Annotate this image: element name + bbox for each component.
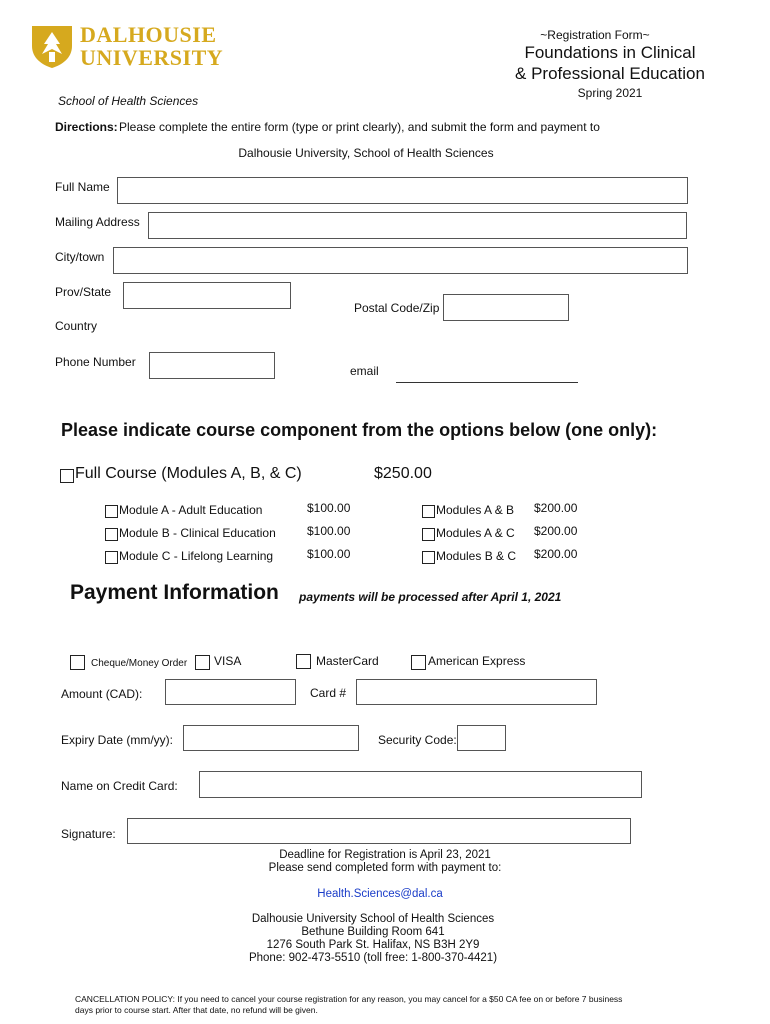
dalhousie-crest-logo [30, 24, 74, 70]
prov-label: Prov/State [55, 285, 112, 299]
mailing-address-label: Mailing Address [55, 215, 140, 229]
city-field[interactable] [113, 247, 688, 274]
module-a-label: Module A - Adult Education [119, 503, 263, 517]
modules-ab-checkbox[interactable] [422, 505, 435, 518]
module-c-checkbox[interactable] [105, 551, 118, 564]
address-line1: Dalhousie University School of Health Sciences [251, 913, 495, 925]
cheque-label: Cheque/Money Order [91, 658, 188, 669]
phone-label: Phone Number [55, 355, 136, 369]
module-a-price: $100.00 [307, 501, 351, 515]
modules-ab-label: Modules A & B [436, 503, 515, 517]
module-b-label: Module B - Clinical Education [119, 526, 276, 540]
visa-label: VISA [214, 654, 242, 668]
directions-text: Please complete the entire form (type or print clearly), and submit the form and payment to [119, 120, 600, 134]
full-name-field[interactable] [117, 177, 688, 204]
send-text: Please send completed form with payment to: [268, 862, 502, 874]
expiry-label: Expiry Date (mm/yy): [61, 733, 174, 747]
deadline-text: Deadline for Registration is April 23, 2021 [279, 849, 491, 861]
modules-ab-price: $200.00 [534, 501, 578, 515]
name-on-card-label: Name on Credit Card: [61, 779, 178, 793]
signature-label: Signature: [61, 827, 116, 841]
contact-email-link[interactable]: Health.Sciences@dal.ca [317, 888, 443, 900]
security-code-field[interactable] [457, 725, 506, 751]
payment-note: payments will be processed after April 1, 2021 [299, 590, 562, 604]
amount-label: Amount (CAD): [61, 687, 143, 701]
term: Spring 2021 [577, 86, 643, 100]
country-label: Country [55, 319, 98, 333]
postal-field[interactable] [443, 294, 569, 321]
address-line3: 1276 South Park St. Halifax, NS B3H 2Y9 [266, 939, 480, 951]
email-line-field[interactable] [396, 382, 578, 383]
security-label: Security Code: [378, 733, 457, 747]
amex-label: American Express [428, 654, 526, 668]
card-number-field[interactable] [356, 679, 597, 705]
email-label: email [350, 364, 379, 378]
amount-field[interactable] [165, 679, 296, 705]
modules-bc-label: Modules B & C [436, 549, 517, 563]
course-title-line1: Foundations in Clinical [524, 43, 696, 62]
modules-ac-checkbox[interactable] [422, 528, 435, 541]
modules-ac-price: $200.00 [534, 524, 578, 538]
cheque-checkbox[interactable] [70, 655, 85, 670]
payment-heading: Payment Information [70, 581, 279, 604]
visa-checkbox[interactable] [195, 655, 210, 670]
full-course-label: Full Course (Modules A, B, & C) [75, 465, 302, 482]
directions-label: Directions: [55, 120, 118, 134]
university-name-line2: UNIVERSITY [80, 45, 224, 70]
directions-line2: Dalhousie University, School of Health Sciences [238, 146, 494, 160]
signature-field[interactable] [127, 818, 631, 844]
expiry-field[interactable] [183, 725, 359, 751]
modules-ac-label: Modules A & C [436, 526, 515, 540]
full-course-checkbox[interactable] [60, 469, 74, 483]
school-name: School of Health Sciences [58, 94, 199, 108]
phone-text: Phone: 902-473-5510 (toll free: 1-800-370-4421) [248, 952, 498, 964]
city-label: City/town [55, 250, 105, 264]
course-heading: Please indicate course component from the options below (one only): [61, 420, 658, 440]
cancellation-policy-line2: days prior to course start. After that date, no refund will be given. [75, 1005, 318, 1015]
form-tag: ~Registration Form~ [540, 28, 650, 42]
modules-bc-price: $200.00 [534, 547, 578, 561]
mastercard-checkbox[interactable] [296, 654, 311, 669]
prov-field[interactable] [123, 282, 291, 309]
modules-bc-checkbox[interactable] [422, 551, 435, 564]
module-a-checkbox[interactable] [105, 505, 118, 518]
module-b-price: $100.00 [307, 524, 351, 538]
name-on-card-field[interactable] [199, 771, 642, 798]
mastercard-label: MasterCard [316, 654, 379, 668]
amex-checkbox[interactable] [411, 655, 426, 670]
address-line2: Bethune Building Room 641 [301, 926, 445, 938]
module-c-label: Module C - Lifelong Learning [119, 549, 274, 563]
module-c-price: $100.00 [307, 547, 351, 561]
phone-field[interactable] [149, 352, 275, 379]
card-label: Card # [310, 686, 347, 700]
module-b-checkbox[interactable] [105, 528, 118, 541]
course-title-line2: & Professional Education [515, 64, 705, 83]
full-course-price: $250.00 [374, 465, 432, 482]
postal-label: Postal Code/Zip [354, 301, 440, 315]
cancellation-policy-line1: CANCELLATION POLICY: If you need to cancel your course registration for any reason, you may cancel for a $50 CA fee on or before 7 business [75, 994, 623, 1004]
mailing-address-field[interactable] [148, 212, 687, 239]
university-name-line1: DALHOUSIE [80, 22, 217, 47]
full-name-label: Full Name [55, 180, 110, 194]
